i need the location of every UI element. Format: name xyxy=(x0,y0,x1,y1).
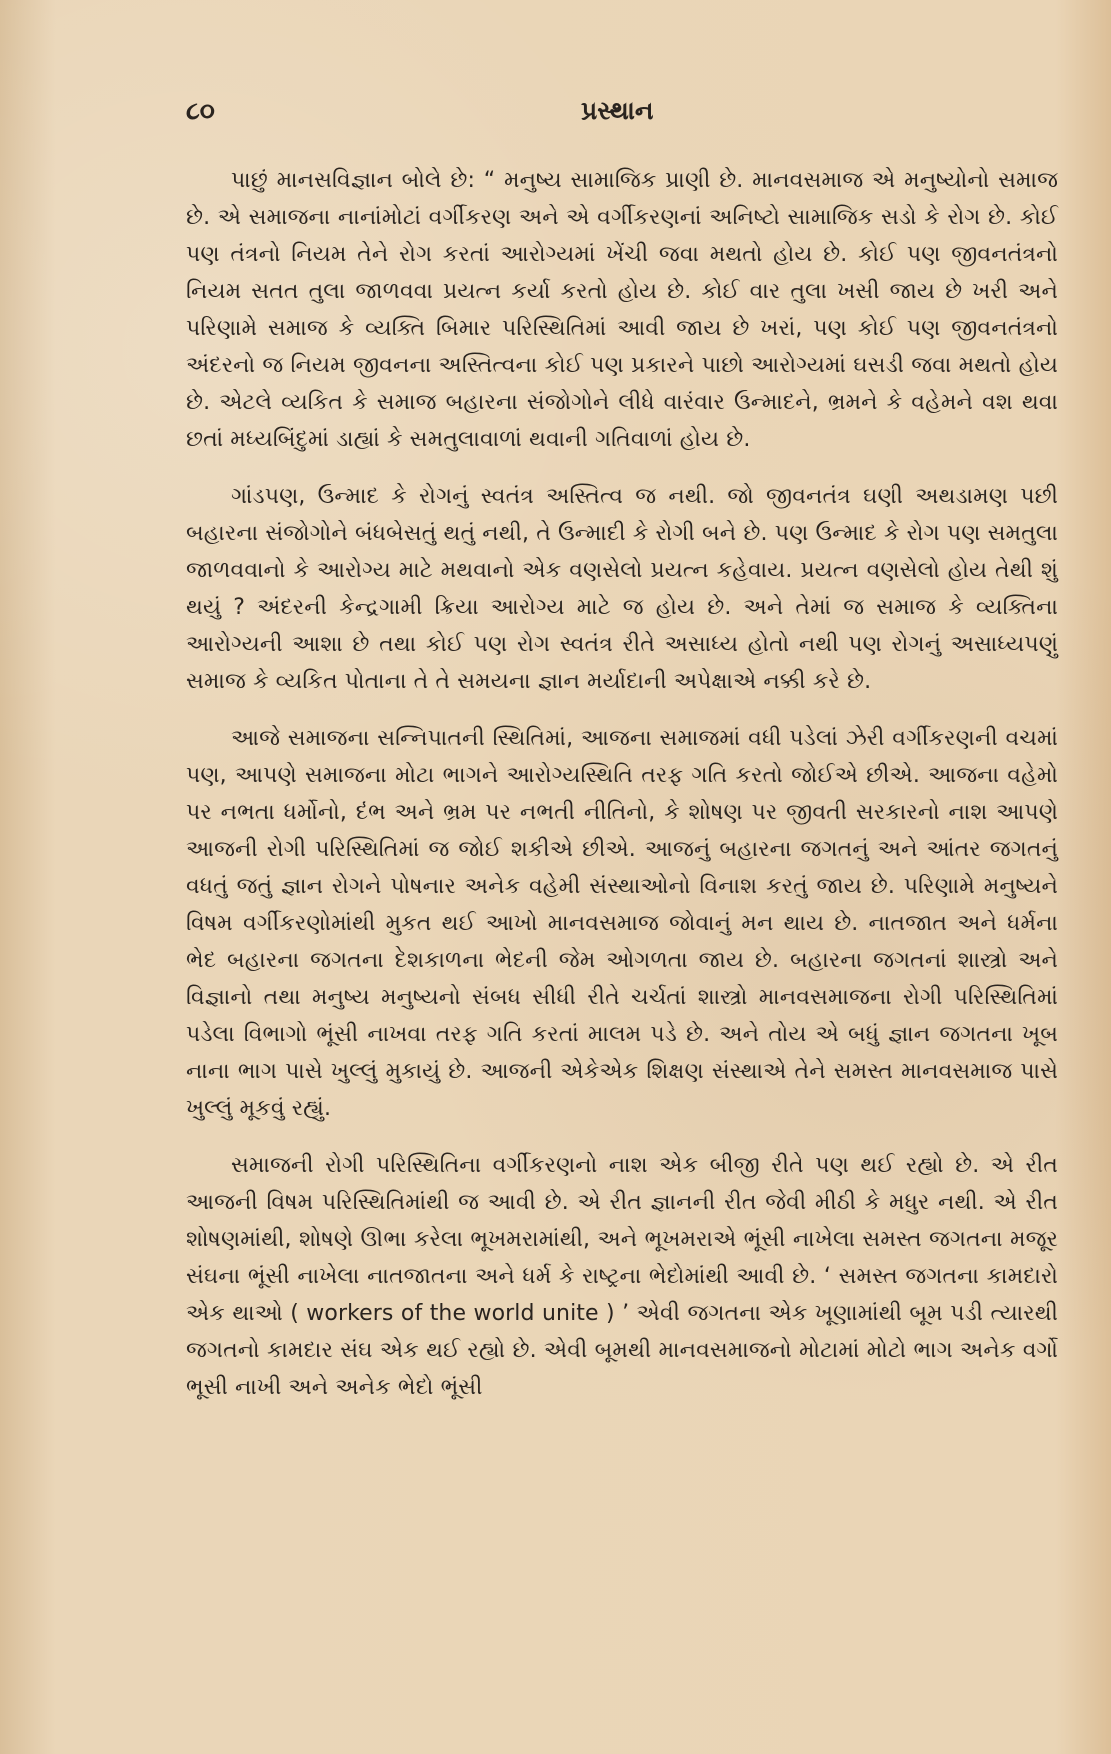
paragraph-2: ગાંડપણ, ઉન્માદ કે રોગનું સ્વતંત્ર અસ્તિત્વ જ નથી. જો જીવનતંત્ર ઘણી અથડામણ પછી બહારના સંજોગોને બંધબેસતું થતું નથી, તે ઉન્માદી કે રોગી બને છે. પણ ઉન્માદ કે રોગ પણ સમતુલા જાળવવાનો કે આરોગ્ય માટે મથવાનો એક વણસેલો પ્રયત્ન કહેવાય. પ્રયત્ન વણસેલો હોય તેથી શું થયું ? અંદરની કેન્દ્રગામી ક્રિયા આરોગ્ય માટે જ હોય છે. અને તેમાં જ સમાજ કે વ્યક્તિના આરોગ્યની આશા છે તથા કોઈ પણ રોગ સ્વતંત્ર રીતે અસાધ્ય હોતો નથી પણ રોગનું અસાધ્યપણું સમાજ કે વ્યકિત પોતાના તે તે સમયના જ્ઞાન મર્યાદાની અપેક્ષાએ નક્કી કરે છે. xyxy=(186,484,1058,694)
paragraph-3: આજે સમાજના સન્નિપાતની સ્થિતિમાં, આજના સમાજમાં વધી પડેલાં ઝેરી વર્ગીકરણની વચમાં પણ, આપણે સમાજના મોટા ભાગને આરોગ્યસ્થિતિ તરફ ગતિ કરતો જોઈએ છીએ. આજના વહેમો પર નભતા ધર્મોનો, દંભ અને ભ્રમ પર નભતી નીતિનો, કે શોષણ પર જીવતી સરકારનો નાશ આપણે આજની રોગી પરિસ્થિતિમાં જ જોઈ શકીએ છીએ. આજનું બહારના જગતનું અને આંતર જગતનું વધતું જતું જ્ઞાન રોગને પોષનાર અનેક વહેમી સંસ્થાઓનો વિનાશ કરતું જાય છે. પરિણામે મનુષ્યને વિષમ વર્ગીકરણોમાંથી મુકત થઈ આખો માનવસમાજ જોવાનું મન થાય છે. નાતજાત અને ધર્મના ભેદ બહારના જગતના દેશકાળના ભેદની જેમ ઓગળતા જાય છે. બહારના જગતનાં શાસ્ત્રો અને વિજ્ઞાનો તથા મનુષ્ય મનુષ્યનો સંબધ સીધી રીતે ચર્ચતાં શાસ્ત્રો માનવસમાજના રોગી પરિસ્થિતિમાં પડેલા વિભાગો ભૂંસી નાખવા તરફ ગતિ કરતાં માલમ પડે છે. અને તોય એ બધું જ્ઞાન જગતના ખૂબ નાના ભાગ પાસે ખુલ્લું મુકાયું છે. આજની એકેએક શિક્ષણ સંસ્થાએ તેને સમસ્ત માનવસમાજ પાસે ખુલ્લું મૂકવું રહ્યું. xyxy=(186,726,1058,1121)
page-header xyxy=(186,96,1036,132)
page-number: ૮૦ xyxy=(186,96,215,125)
paragraph-1: પાછું માનસવિજ્ઞાન બોલે છે: “ મનુષ્ય સામાજિક પ્રાણી છે. માનવસમાજ એ મનુષ્યોનો સમાજ છે. એ સમાજના નાનાંમોટાં વર્ગીકરણ અને એ વર્ગીકરણનાં અનિષ્ટો સામાજિક સડો કે રોગ છે. કોઈ પણ તંત્રનો નિયમ તેને રોગ કરતાં આરોગ્યમાં ખેંચી જવા મથતો હોય છે. કોઈ પણ જીવનતંત્રનો નિયમ સતત તુલા જાળવવા પ્રયત્ન કર્યા કરતો હોય છે. કોઈ વાર તુલા ખસી જાય છે ખરી અને પરિણામે સમાજ કે વ્યક્તિ બિમાર પરિસ્થિતિમાં આવી જાય છે ખરાં, પણ કોઈ પણ જીવનતંત્રનો અંદરનો જ નિયમ જીવનના અસ્તિત્વના કોઈ પણ પ્રકારને પાછો આરોગ્યમાં ઘસડી જવા મથતો હોય છે. એટલે વ્યકિત કે સમાજ બહારના સંજોગોને લીધે વારંવાર ઉન્માદને, ભ્રમને કે વહેમને વશ થવા છતાં મધ્યબિંદુમાં ડાહ્યાં કે સમતુલાવાળાં થવાની ગતિવાળાં હોય છે. xyxy=(186,168,1058,452)
paragraph-4: સમાજની રોગી પરિસ્થિતિના વર્ગીકરણનો નાશ એક બીજી રીતે પણ થઈ રહ્યો છે. એ રીત આજની વિષમ પરિસ્થિતિમાંથી જ આવી છે. એ રીત જ્ઞાનની રીત જેવી મીઠી કે મધુર નથી. એ રીત શોષણમાંથી, શોષણે ઊભા કરેલા ભૂખમરામાંથી, અને ભૂખમરાએ ભૂંસી નાખેલા સમસ્ત જગતના મજૂર સંઘના ભૂંસી નાખેલા નાતજાતના અને ધર્મ કે રાષ્ટ્રના ભેદોમાંથી આવી છે. ‘ સમસ્ત જગતના કામદારો એક થાઓ ( workers of the world unite ) ’ એવી જગતના એક ખૂણામાંથી બૂમ પડી ત્યારથી જગતનો કામદાર સંઘ એક થઈ રહ્યો છે. એવી બૂમથી માનવસમાજનો મોટામાં મોટો ભાગ અનેક વર્ગો ભૂસી નાખી અને અનેક ભેદો ભૂંસી xyxy=(186,1153,1058,1400)
page-title: પ્રસ્થાન xyxy=(581,96,654,125)
page-content xyxy=(186,162,1058,1406)
